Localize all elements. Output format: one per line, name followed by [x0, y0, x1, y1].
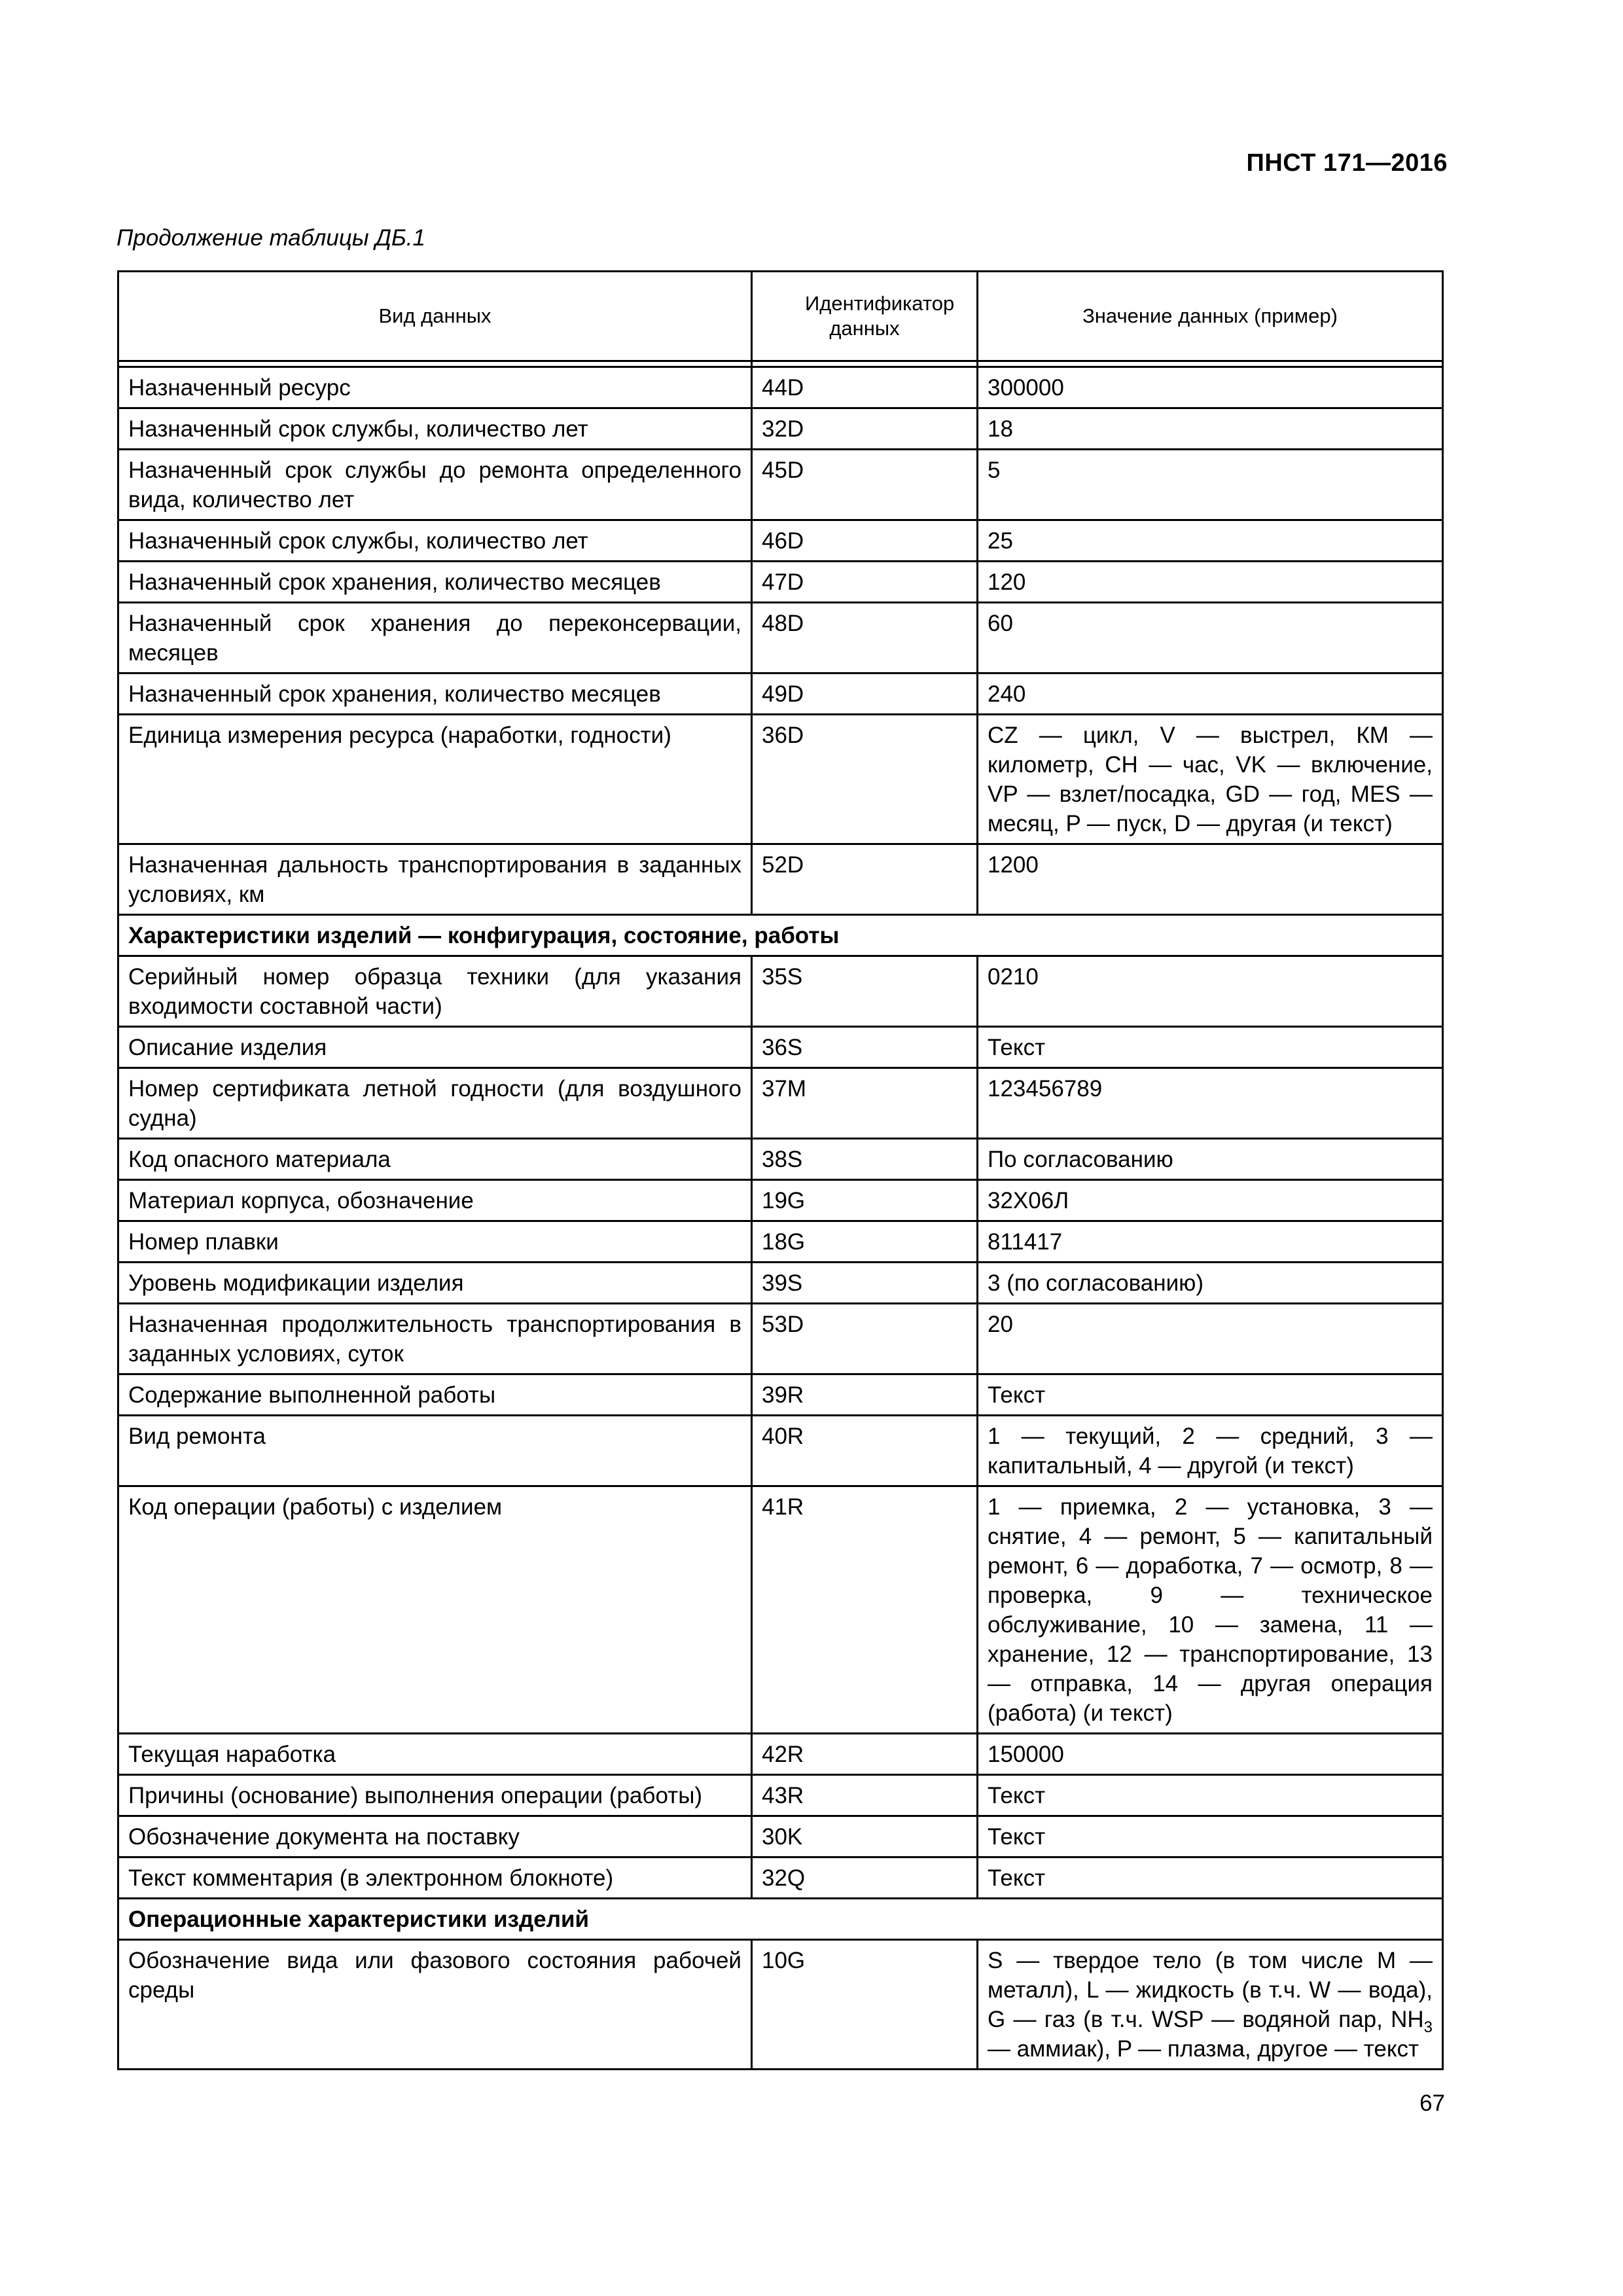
data-type-cell: Назначенная продолжительность транспортирования в заданных условиях, суток	[118, 1304, 752, 1374]
data-value-cell: 1 — текущий, 2 — средний, 3 — капитальный, 4 — другой (и текст)	[978, 1416, 1443, 1486]
data-id-cell: 49D	[752, 673, 978, 715]
data-value-cell: 1200	[978, 844, 1443, 915]
table-row	[118, 844, 1443, 915]
data-value-cell: 20	[978, 1304, 1443, 1374]
table-row	[118, 1416, 1443, 1486]
data-value-cell: 240	[978, 673, 1443, 715]
data-type-cell: Содержание выполненной работы	[118, 1374, 752, 1416]
data-value-cell: Текст	[978, 1816, 1443, 1857]
data-id-cell: 46D	[752, 520, 978, 562]
table-body	[118, 367, 1443, 2070]
table-row	[118, 1068, 1443, 1139]
data-table	[117, 270, 1444, 2070]
data-id-cell: 48D	[752, 603, 978, 673]
data-type-cell: Обозначение документа на поставку	[118, 1816, 752, 1857]
table-row	[118, 408, 1443, 450]
data-value-cell: 811417	[978, 1221, 1443, 1263]
header-gap-cell	[752, 361, 978, 367]
table-row	[118, 1139, 1443, 1180]
header-gap-cell	[118, 361, 752, 367]
table-row	[118, 1940, 1443, 2070]
table-row	[118, 1263, 1443, 1304]
table-caption: Продолжение таблицы ДБ.1	[116, 225, 425, 251]
data-type-cell: Назначенный срок службы, количество лет	[118, 408, 752, 450]
table-row	[118, 715, 1443, 844]
data-type-cell: Причины (основание) выполнения операции (работы)	[118, 1775, 752, 1816]
data-value-cell: 150000	[978, 1734, 1443, 1775]
table-row	[118, 1180, 1443, 1221]
value-subscript: 3	[1423, 2018, 1433, 2036]
table-section-row	[118, 915, 1443, 956]
data-id-cell: 32D	[752, 408, 978, 450]
data-type-cell: Материал корпуса, обозначение	[118, 1180, 752, 1221]
data-id-cell: 52D	[752, 844, 978, 915]
section-heading: Характеристики изделий — конфигурация, состояние, работы	[118, 915, 1443, 956]
data-id-cell: 19G	[752, 1180, 978, 1221]
data-type-cell: Уровень модификации изделия	[118, 1263, 752, 1304]
data-value-cell: Текст	[978, 1374, 1443, 1416]
data-value-cell: 1 — приемка, 2 — установка, 3 — снятие, 4 — ремонт, 5 — капитальный ремонт, 6 — доработка, 7 — осмотр, 8 — проверка, 9 — техническое обслуживание, 10 — замена, 11 — хранение, 12 — транспортирование, 13 — отправка, 14 — другая операция (работа) (и текст)	[978, 1486, 1443, 1734]
data-type-cell: Назначенная дальность транспортирования в заданных условиях, км	[118, 844, 752, 915]
column-header-data-type: Вид данных	[118, 272, 752, 361]
value-text: S — твердое тело (в том числе М — металл), L — жидкость (в т.ч. W — вода), G — газ (в т.ч. WSP — водяной пар, NH	[988, 1948, 1433, 2032]
data-type-cell: Назначенный срок хранения, количество месяцев	[118, 673, 752, 715]
data-id-cell: 42R	[752, 1734, 978, 1775]
data-id-cell: 45D	[752, 450, 978, 520]
data-type-cell: Назначенный ресурс	[118, 367, 752, 408]
data-type-cell: Обозначение вида или фазового состояния рабочей среды	[118, 1940, 752, 2070]
data-value-cell: 25	[978, 520, 1443, 562]
table-header-row	[118, 272, 1443, 361]
data-value-cell: 5	[978, 450, 1443, 520]
table-row	[118, 367, 1443, 408]
data-id-cell: 18G	[752, 1221, 978, 1263]
data-id-cell: 38S	[752, 1139, 978, 1180]
data-value-cell: 0210	[978, 956, 1443, 1027]
data-value-cell: По согласованию	[978, 1139, 1443, 1180]
data-id-cell: 37M	[752, 1068, 978, 1139]
data-type-cell: Текст комментария (в электронном блокноте)	[118, 1857, 752, 1899]
data-value-cell	[978, 1940, 1443, 2070]
table-row	[118, 1027, 1443, 1068]
data-type-cell: Назначенный срок хранения, количество месяцев	[118, 562, 752, 603]
data-type-cell: Назначенный срок хранения до переконсервации, месяцев	[118, 603, 752, 673]
value-text: — аммиак), P — плазма, другое — текст	[988, 2036, 1419, 2062]
data-id-cell: 43R	[752, 1775, 978, 1816]
data-value-cell: 32Х06Л	[978, 1180, 1443, 1221]
table-row	[118, 1374, 1443, 1416]
data-id-cell: 39R	[752, 1374, 978, 1416]
header-gap-cell	[978, 361, 1443, 367]
data-value-cell: Текст	[978, 1857, 1443, 1899]
data-type-cell: Описание изделия	[118, 1027, 752, 1068]
data-value-cell: 120	[978, 562, 1443, 603]
data-type-cell: Код опасного материала	[118, 1139, 752, 1180]
data-type-cell: Код операции (работы) с изделием	[118, 1486, 752, 1734]
data-id-cell: 36S	[752, 1027, 978, 1068]
data-value-cell: 18	[978, 408, 1443, 450]
data-type-cell: Номер сертификата летной годности (для воздушного судна)	[118, 1068, 752, 1139]
data-type-cell: Назначенный срок службы, количество лет	[118, 520, 752, 562]
data-value-cell: 3 (по согласованию)	[978, 1263, 1443, 1304]
table-row	[118, 450, 1443, 520]
document-code: ПНСТ 171—2016	[1246, 149, 1448, 177]
data-type-cell: Вид ремонта	[118, 1416, 752, 1486]
table-row	[118, 956, 1443, 1027]
data-id-cell: 40R	[752, 1416, 978, 1486]
header-gap-row	[118, 361, 1443, 367]
data-type-cell: Текущая наработка	[118, 1734, 752, 1775]
page-number: 67	[1419, 2090, 1445, 2116]
table-row	[118, 1486, 1443, 1734]
data-type-cell: Единица измерения ресурса (наработки, годности)	[118, 715, 752, 844]
table-row	[118, 520, 1443, 562]
data-id-cell: 47D	[752, 562, 978, 603]
column-header-data-id: Идентификатор данных	[752, 272, 978, 361]
data-id-cell: 35S	[752, 956, 978, 1027]
data-id-cell: 44D	[752, 367, 978, 408]
data-type-cell: Серийный номер образца техники (для указания входимости составной части)	[118, 956, 752, 1027]
table-row	[118, 1857, 1443, 1899]
table-row	[118, 673, 1443, 715]
data-id-cell: 39S	[752, 1263, 978, 1304]
data-value-cell: Текст	[978, 1027, 1443, 1068]
data-id-cell: 41R	[752, 1486, 978, 1734]
table-row	[118, 1816, 1443, 1857]
data-value-cell: 123456789	[978, 1068, 1443, 1139]
data-id-cell: 53D	[752, 1304, 978, 1374]
data-id-cell: 30K	[752, 1816, 978, 1857]
data-value-cell: Текст	[978, 1775, 1443, 1816]
data-id-cell: 36D	[752, 715, 978, 844]
table-row	[118, 1775, 1443, 1816]
data-value-cell: CZ — цикл, V — выстрел, КМ — километр, CH — час, VK — включение, VP — взлет/посадка, GD — год, MES — месяц, P — пуск, D — другая (и текст)	[978, 715, 1443, 844]
table-row	[118, 1734, 1443, 1775]
table-row	[118, 562, 1443, 603]
data-value-cell: 60	[978, 603, 1443, 673]
table-row	[118, 603, 1443, 673]
table-row	[118, 1221, 1443, 1263]
table-row	[118, 1304, 1443, 1374]
data-type-cell: Назначенный срок службы до ремонта определенного вида, количество лет	[118, 450, 752, 520]
section-heading: Операционные характеристики изделий	[118, 1899, 1443, 1940]
column-header-data-value: Значение данных (пример)	[978, 272, 1443, 361]
data-id-cell: 32Q	[752, 1857, 978, 1899]
table-section-row	[118, 1899, 1443, 1940]
data-value-cell: 300000	[978, 367, 1443, 408]
data-id-cell: 10G	[752, 1940, 978, 2070]
data-type-cell: Номер плавки	[118, 1221, 752, 1263]
